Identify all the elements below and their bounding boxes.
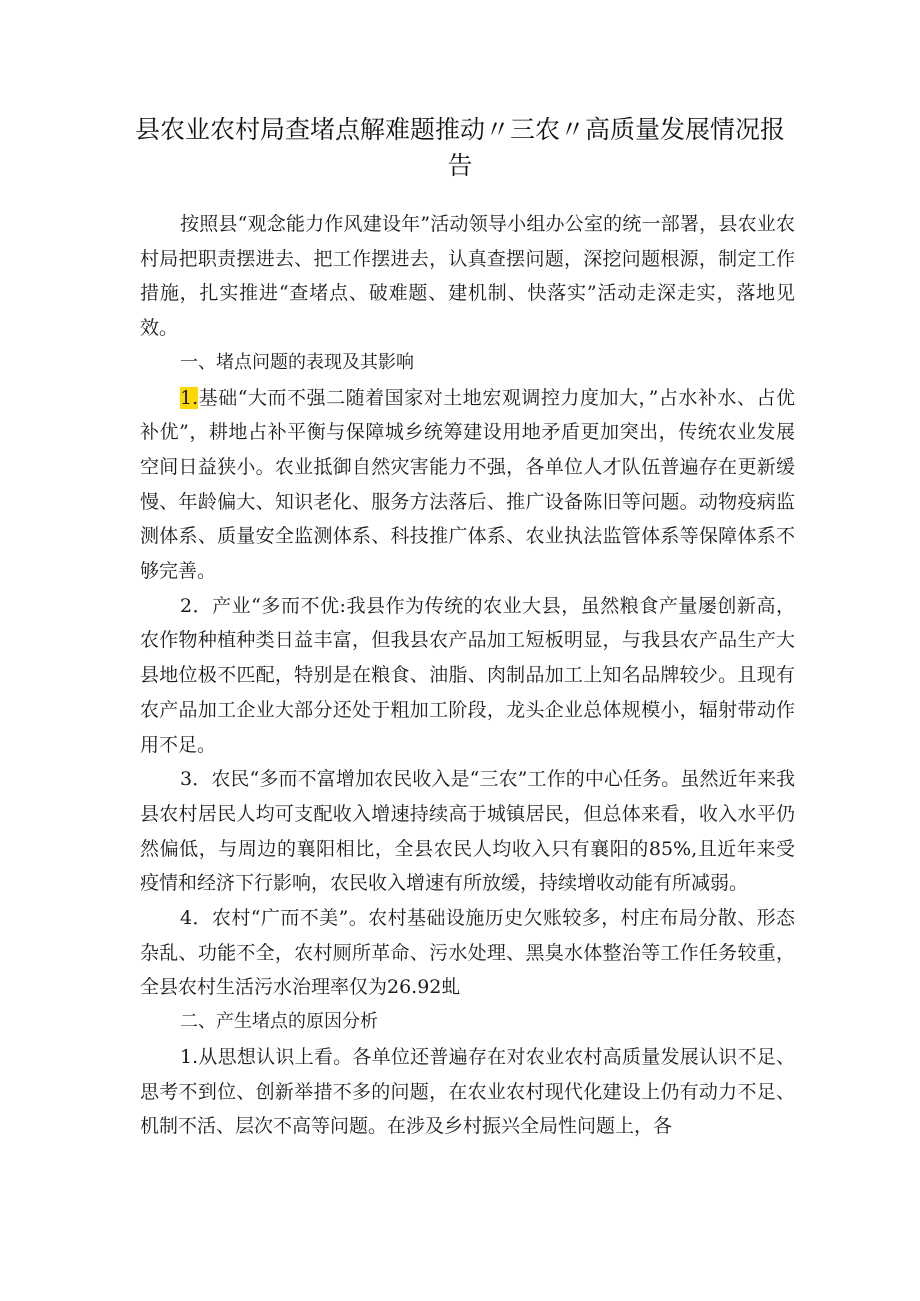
item-3-paragraph: 3．农民“多而不富增加农民收入是“三农”工作的中心任务。虽然近年来我县农村居民人均可支配收入增速持续高于城镇居民，但总体来看，收入水平仍然偏低，与周边的襄阳相比，全县农民人均收入只有襄阳的85%,且近年来受疫情和经济下行影响，农民收入增速有所放缓，持续增收动能有所减弱。 xyxy=(140,768,795,895)
item-1-paragraph xyxy=(140,381,795,589)
item-1-text: 基础“大而不强二随着国家对土地宏观调控力度加大，”占水补水、占优补优”，耕地占补平衡与保障城乡统筹建设用地矛盾更加突出，传统农业发展空间日益狭小。农业抵御自然灾害能力不强，各单位人才队伍普遍存在更新缓慢、年龄偏大、知识老化、服务方法落后、推广设备陈旧等问题。动物疫病监测体系、质量安全监测体系、科技推广体系、农业执法监管体系等保障体系不够完善。 xyxy=(140,386,795,583)
item-4-paragraph: 4．农村“广而不美”。农村基础设施历史欠账较多，村庄布局分散、形态杂乱、功能不全，农村厕所革命、污水处理、黑臭水体整治等工作任务较重，全县农村生活污水治理率仅为26.92虬 xyxy=(140,907,795,999)
item-2-paragraph: 2．产业“多而不优:我县作为传统的农业大县，虽然粮食产量屡创新高，农作物种植种类日益丰富，但我县农产品加工短板明显，与我县农产品生产大县地位极不匹配，特别是在粮食、油脂、肉制品加工上知名品牌较少。且现有农产品加工企业大部分还处于粗加工阶段，龙头企业总体规模小，辐射带动作用不足。 xyxy=(140,594,795,756)
highlighted-number: 1. xyxy=(180,386,199,409)
section-heading-1: 一、堵点问题的表现及其影响 xyxy=(180,351,414,373)
section-heading-2: 二、产生堵点的原因分析 xyxy=(180,1011,378,1033)
item-5-paragraph: 1.从思想认识上看。各单位还普遍存在对农业农村高质量发展认识不足、思考不到位、创新举措不多的问题，在农业农村现代化建设上仍有动力不足、机制不活、层次不高等问题。在涉及乡村振兴全局性问题上，各 xyxy=(140,1045,795,1138)
document-title: 县农业农村局查堵点解难题推动〃三农〃高质量发展情况报告 xyxy=(134,115,785,180)
intro-paragraph: 按照县“观念能力作风建设年”活动领导小组办公室的统一部署，县农业农村局把职责摆进去、把工作摆进去，认真查摆问题，深挖问题根源，制定工作措施，扎实推进“查堵点、破难题、建机制、快落实”活动走深走实，落地见效。 xyxy=(140,213,795,340)
document-body xyxy=(140,207,795,1144)
